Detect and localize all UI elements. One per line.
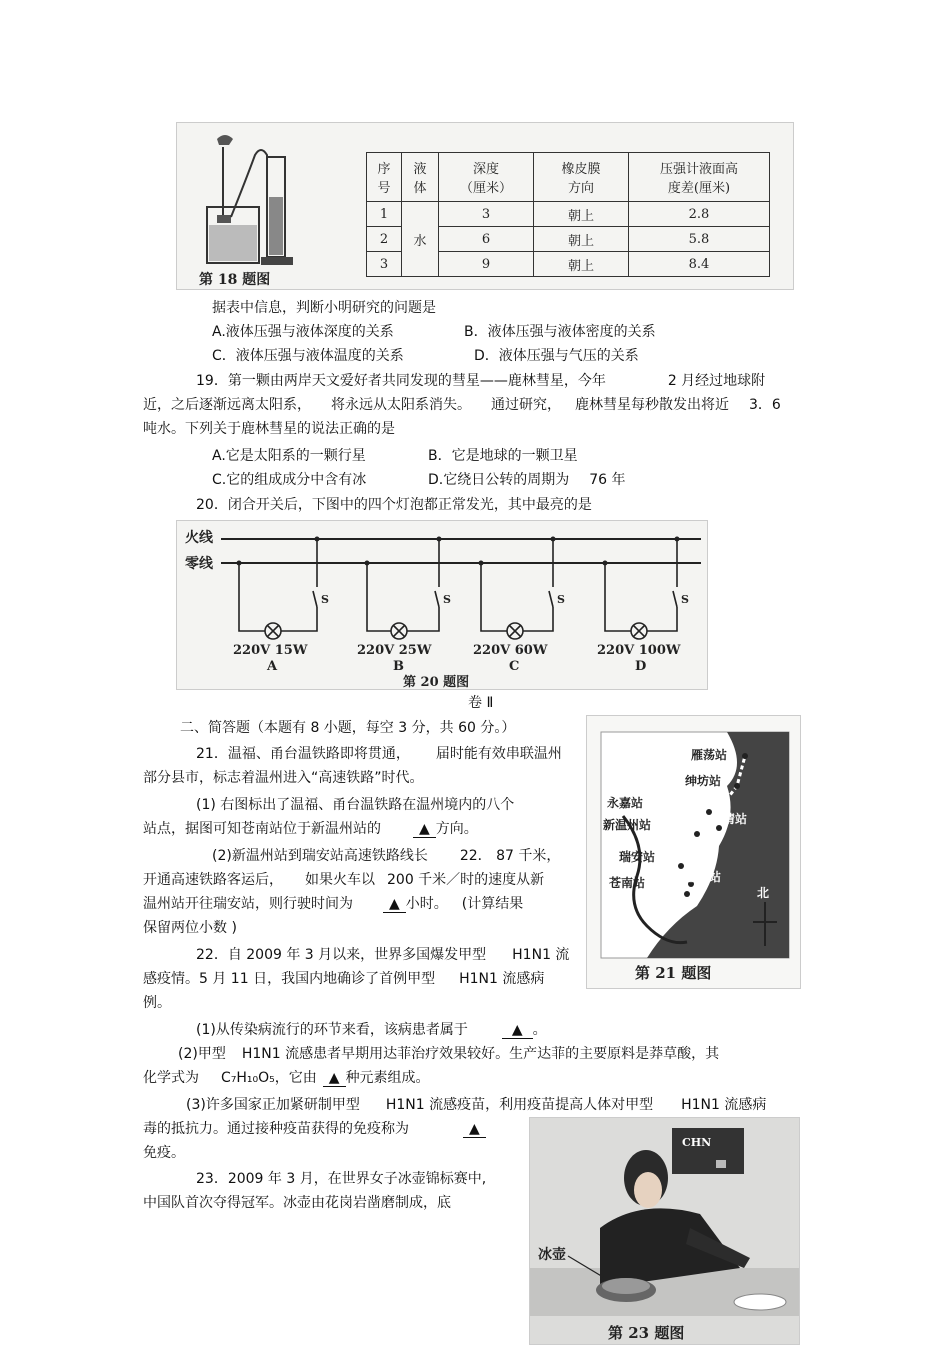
bulb-rating: 220V 100W [597,643,681,658]
table-row: 1 水 3 朝上 2.8 [367,202,770,227]
q19-line3: 吨水。下列关于鹿林彗星的说法正确的是 [143,421,395,437]
q21-part2-line4: 保留两位小数 ) [143,920,237,936]
north-arrow-label: 北 [757,886,770,900]
q22-part2-line1: (2)甲型 H1N1 流感患者早期用达菲治疗效果较好。生产达菲的主要原料是莽草酸，其 [178,1046,720,1062]
q21-map-figure [586,715,801,989]
answer-blank[interactable] [502,1022,533,1039]
q19-option-d: D.它绕日公转的周期为 76 年 [428,472,626,488]
q21-caption: 第 21 题图 [635,964,712,982]
switch-label: S [321,593,329,606]
table-header: 压强计液面高 度差(厘米) [629,153,770,202]
q22-line2: 感疫情。5 月 11 日，我国内地确诊了首例甲型 H1N1 流感病 [143,971,545,987]
q21-part1-line2: 站点，据图可知苍南站位于新温州站的 ▲ 方向。 [143,821,478,837]
answer-blank[interactable] [383,896,406,913]
q20-stem: 20．闭合开关后，下图中的四个灯泡都正常发光，其中最亮的是 [196,497,592,513]
q18-caption: 第 18 题图 [199,272,271,288]
map-station-label: 乐清站 [711,812,748,826]
bulb-label: A [267,659,278,674]
q22-part2-line2: 化学式为 C₇H₁₀O₅，它由 ▲ 种元素组成。 [143,1070,430,1086]
q19-option-c: C.它的组成成分中含有冰 [212,472,367,488]
q18-stem: 据表中信息，判断小明研究的问题是 [212,300,436,316]
q21-part2-line2: 开通高速铁路客运后， 如果火车以 200 千米／时的速度从新 [143,872,545,888]
q20-caption: 第 20 题图 [403,675,470,690]
q21-part2-line1: (2)新温州站到瑞安站高速铁路线长 22． 87 千米， [212,848,561,864]
q22-part3-line3: 免疫。 [143,1145,185,1161]
q18-option-a: A.液体压强与液体深度的关系 [212,324,394,340]
switch-label: S [443,593,451,606]
live-wire-label: 火线 [185,530,213,546]
bulb-label: B [393,659,404,674]
volume-2-heading: 卷 Ⅱ [468,695,494,711]
q21-line1: 21．温福、甬台温铁路即将贯通， 届时能有效串联温州 [196,746,562,762]
table-header: 序 号 [367,153,402,202]
switch-label: S [557,593,565,606]
curling-photo-illustration [530,1118,799,1344]
q23-curling-photo [529,1117,800,1345]
table-header: 深度 （厘米） [439,153,534,202]
q19-option-a: A.它是太阳系的一颗行星 [212,448,366,464]
blank-triangle-icon: ▲ [389,896,400,912]
q23-caption: 第 23 题图 [608,1324,685,1342]
answer-blank[interactable] [463,1121,486,1138]
table-row: 2 6 朝上 5.8 [367,227,770,252]
q18-data-table [366,152,770,277]
bulb-label: C [509,659,520,674]
q22-line3: 例。 [143,995,171,1011]
table-header: 液 体 [402,153,439,202]
pressure-gauge-illustration [195,127,325,277]
q21-part1-line1: (1) 右图标出了温福、甬台温铁路在温州境内的八个 [196,797,515,813]
q20-circuit-figure [176,520,708,690]
q23-line2: 中国队首次夺得冠军。冰壶由花岗岩凿磨制成，底 [143,1195,451,1211]
q18-option-d: D．液体压强与气压的关系 [474,348,639,364]
q18-option-b: B．液体压强与液体密度的关系 [464,324,656,340]
q23-line1: 23．2009 年 3 月，在世界女子冰壶锦标赛中, [196,1171,487,1187]
map-station-label: 雁荡站 [691,748,728,762]
map-station-label: 新温州站 [603,818,652,832]
map-station-label: 瑞安站 [619,850,656,864]
liquid-cell: 水 [402,202,439,277]
q19-option-b: B．它是地球的一颗卫星 [428,448,578,464]
neutral-wire-label: 零线 [185,556,213,572]
q22-part3-line2: 毒的抵抗力。通过接种疫苗获得的免疫称为 ▲ [143,1120,486,1138]
q19-line1: 19．第一颗由两岸天文爱好者共同发现的彗星——鹿林彗星，今年 2 月经过地球附 [196,373,766,389]
map-station-label: 永嘉站 [607,796,644,810]
q22-line1: 22．自 2009 年 3 月以来，世界多国爆发甲型 H1N1 流 [196,947,570,963]
q22-part3-line1: (3)许多国家正加紧研制甲型 H1N1 流感疫苗，利用疫苗提高人体对甲型 H1N1 流感病 [186,1097,767,1113]
q22-part1: (1)从传染病流行的环节来看，该病患者属于 ▲ 。 [196,1022,547,1038]
q21-part2-line3: 温州站开往瑞安站，则行驶时间为 ▲ 小时。 (计算结果 [143,896,524,912]
q18-option-c: C．液体压强与液体温度的关系 [212,348,404,364]
section-2-heading: 二、简答题（本题有 8 小题，每空 3 分，共 60 分。） [180,720,516,736]
bulb-rating: 220V 60W [473,643,548,658]
q19-line2: 近，之后逐渐远离太阳系， 将永远从太阳系消失。 通过研究， 鹿林彗星每秒散发出将近 3．6 [143,397,781,413]
bulb-rating: 220V 25W [357,643,432,658]
blank-triangle-icon: ▲ [511,1022,523,1038]
bulb-rating: 220V 15W [233,643,308,658]
table-row: 3 9 朝上 8.4 [367,252,770,277]
table-header: 橡皮膜 方向 [534,153,629,202]
q21-line2: 部分县市，标志着温州进入“高速铁路”时代。 [143,770,424,786]
blank-triangle-icon: ▲ [328,1070,340,1086]
map-station-label: 绅坊站 [685,774,722,788]
switch-label: S [681,593,689,606]
answer-blank[interactable] [323,1070,346,1087]
map-station-label: 鳌江站 [685,870,722,884]
map-station-label: 苍南站 [609,876,646,890]
answer-blank[interactable] [413,821,436,838]
blank-triangle-icon: ▲ [419,821,430,837]
flag-label: CHN [682,1136,712,1149]
bulb-label: D [635,659,647,674]
curling-stone-label: 冰壶 [538,1247,566,1263]
circuit-diagram [177,521,707,689]
blank-triangle-icon: ▲ [469,1121,480,1137]
